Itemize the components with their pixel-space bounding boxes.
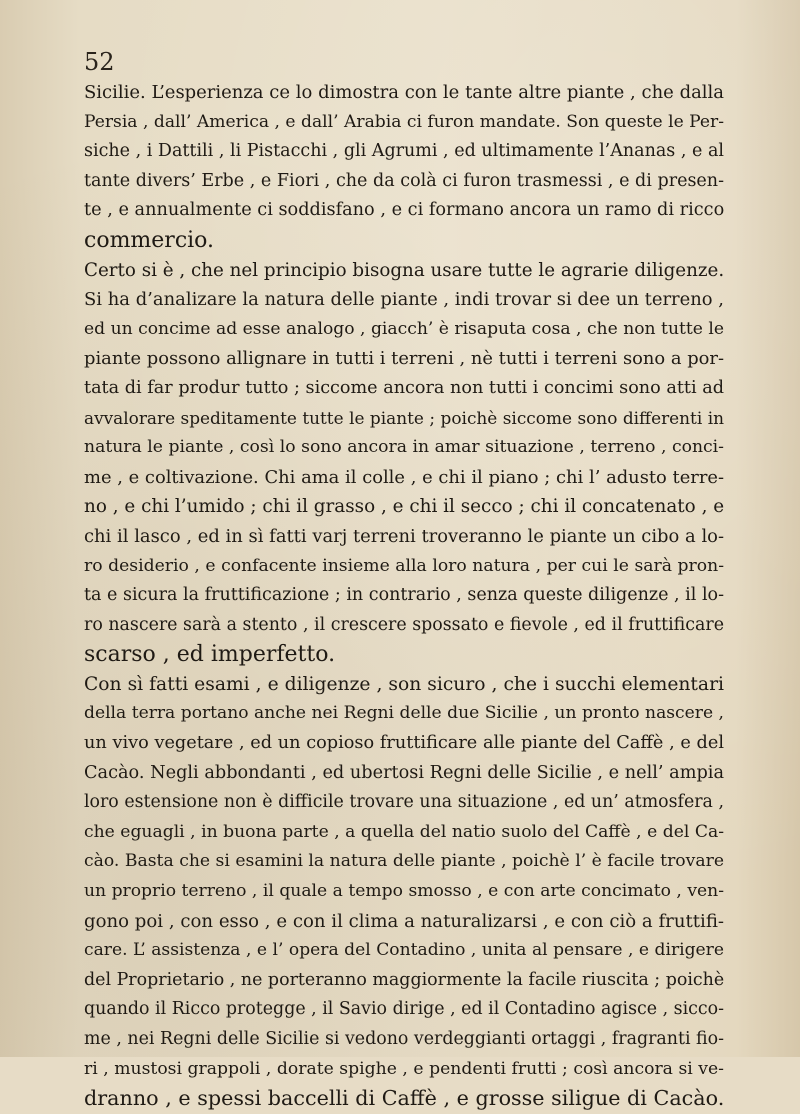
- text-line: me , e coltivazione. Chi ama il colle , e chi il piano ; chi l’ adusto terre-: [84, 466, 724, 488]
- text-line: loro estensione non è difficile trovare una situazione , ed un’ atmosfera ,: [84, 792, 724, 813]
- text-line: tata di far produr tutto ; siccome ancora non tutti i concimi sono atti ad: [84, 377, 724, 398]
- text-line: ta e sicura la fruttificazione ; in contrario , senza queste diligenze , il lo-: [84, 585, 724, 606]
- text-line: piante possono allignare in tutti i terreni , nè tutti i terreni sono a por-: [84, 348, 724, 370]
- text-line: chi il lasco , ed in sì fatti varj terreni troveranno le piante un cibo a lo-: [84, 525, 724, 547]
- text-line: care. L’ assistenza , e l’ opera del Contadino , unita al pensare , e dirigere: [84, 940, 724, 961]
- text-line: Cacào. Negli abbondanti , ed ubertosi Regni delle Sicilie , e nell’ ampia: [84, 762, 724, 783]
- text-line: natura le piante , così lo sono ancora in amar situazione , terreno , conci-: [84, 437, 724, 458]
- text-line: un vivo vegetare , ed un copioso fruttificare alle piante del Caffè , e del: [84, 733, 724, 754]
- text-line: tante divers’ Erbe , e Fiori , che da colà ci furon trasmessi , e di presen-: [84, 170, 724, 191]
- text-line: un proprio terreno , il quale a tempo smosso , e con arte concimato , ven-: [84, 881, 724, 902]
- text-line: quando il Ricco protegge , il Savio dirige , ed il Contadino agisce , sicco-: [84, 999, 724, 1020]
- text-line: Sicilie. L’esperienza ce lo dimostra con le tante altre piante , che dalla: [84, 82, 724, 103]
- body-text: [84, 78, 724, 1114]
- text-line: me , nei Regni delle Sicilie si vedono verdeggianti ortaggi , fragranti fio-: [84, 1029, 724, 1049]
- text-line: ed un concime ad esse analogo , giacch’ è risaputa cosa , che non tutte le: [84, 318, 724, 339]
- text-line: siche , i Dattili , li Pistacchi , gli Agrumi , ed ultimamente l’Ananas , e al: [84, 141, 724, 162]
- text-line: avvalorare speditamente tutte le piante ; poichè siccome sono differenti in: [84, 407, 724, 428]
- text-line: commercio.: [84, 227, 215, 253]
- text-line: ro nascere sarà a stento , il crescere spossato e fievole , ed il fruttificare: [84, 614, 724, 635]
- text-line: del Proprietario , ne porteranno maggiormente la facile riuscita ; poichè: [84, 969, 725, 990]
- text-line: gono poi , con esso , e con il clima a naturalizarsi , e con ciò a fruttifi-: [84, 910, 724, 932]
- text-line: scarso , ed imperfetto.: [84, 642, 336, 668]
- text-line: dranno , e spessi baccelli di Caffè , e grosse siligue di Cacào.: [84, 1086, 725, 1111]
- text-line: ro desiderio , e confacente insieme alla loro natura , per cui le sarà pron-: [84, 555, 724, 576]
- text-line: che eguagli , in buona parte , a quella del natio suolo del Caffè , e del Ca-: [84, 821, 724, 842]
- text-line: ri , mustosi grappoli , dorate spighe , e pendenti frutti ; così ancora si ve-: [84, 1058, 724, 1079]
- page-number: 52: [84, 48, 115, 76]
- text-line: te , e annualmente ci soddisfano , e ci formano ancora un ramo di ricco: [84, 200, 725, 221]
- text-line: cào. Basta che si esamini la natura delle piante , poichè l’ è facile trovare: [84, 851, 724, 872]
- text-line: Persia , dall’ America , e dall’ Arabia ci furon mandate. Son queste le Per-: [84, 111, 724, 132]
- text-line: Si ha d’analizare la natura delle piante , indi trovar si dee un terreno ,: [84, 289, 724, 311]
- text-line: Certo si è , che nel principio bisogna usare tutte le agrarie diligenze.: [84, 259, 725, 281]
- text-line: Con sì fatti esami , e diligenze , son sicuro , che i succhi elementari: [84, 673, 724, 695]
- text-line: no , e chi l’umido ; chi il grasso , e chi il secco ; chi il concatenato , e: [84, 496, 725, 518]
- text-line: della terra portano anche nei Regni delle due Sicilie , un pronto nascere ,: [84, 703, 724, 724]
